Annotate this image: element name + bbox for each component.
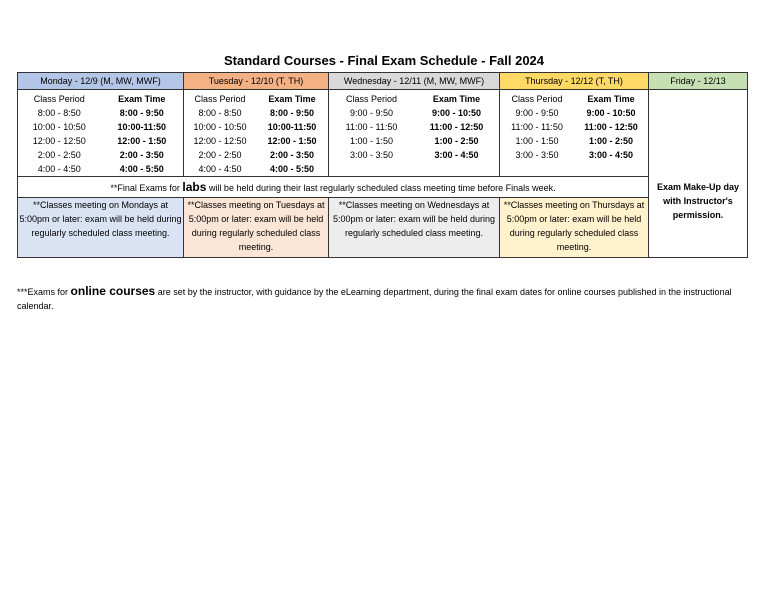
- labs-row: [18, 177, 748, 198]
- labs-note-emphasis: labs: [182, 180, 207, 194]
- time-row: [18, 162, 183, 176]
- online-note-after: are set by the instructor, with guidance by the eLearning department, during the final exam dates for online courses published in the instructional calendar.: [17, 287, 732, 311]
- class-period: 2:00 - 2:50: [198, 150, 242, 160]
- thursday-times: [500, 90, 649, 177]
- labs-note: [18, 177, 649, 198]
- time-row: [500, 134, 648, 148]
- class-period-header: Class Period: [511, 94, 563, 104]
- labs-note-before: **Final Exams for: [110, 183, 183, 193]
- time-row: [500, 120, 648, 134]
- exam-time: 8:00 - 9:50: [119, 108, 164, 118]
- exam-time: 3:00 - 4:50: [434, 150, 479, 160]
- column-headers: [500, 92, 648, 106]
- exam-time: 1:00 - 2:50: [434, 136, 479, 146]
- class-period: 2:00 - 2:50: [37, 150, 81, 160]
- class-period: 11:00 - 11:50: [511, 122, 563, 132]
- wednesday-times: [329, 90, 500, 177]
- time-row: [18, 106, 183, 120]
- class-period: 1:00 - 1:50: [349, 136, 394, 146]
- time-row: [184, 106, 328, 120]
- monday-header: Monday - 12/9 (M, MW, MWF): [18, 73, 184, 90]
- online-courses-note: [17, 284, 752, 313]
- tuesday-header: Tuesday - 12/10 (T, TH): [184, 73, 329, 90]
- exam-time: 12:00 - 1:50: [117, 136, 167, 146]
- exam-time: 2:00 - 3:50: [119, 150, 164, 160]
- times-row: [18, 90, 748, 177]
- exam-time: 11:00 - 12:50: [584, 122, 638, 132]
- column-headers: [18, 92, 183, 106]
- exam-time-header: Exam Time: [432, 94, 481, 104]
- time-row: [184, 148, 328, 162]
- time-row: [329, 106, 499, 120]
- exam-time-header: Exam Time: [118, 94, 166, 104]
- time-row: [18, 148, 183, 162]
- time-row: [184, 162, 328, 176]
- class-period: 12:00 - 12:50: [193, 136, 247, 146]
- page-title: Standard Courses - Final Exam Schedule - Fall 2024: [223, 53, 545, 68]
- time-row: [329, 148, 499, 162]
- exam-time: 1:00 - 2:50: [588, 136, 634, 146]
- exam-time: 3:00 - 4:50: [588, 150, 634, 160]
- class-period: 12:00 - 12:50: [32, 136, 86, 146]
- class-period: 8:00 - 8:50: [37, 108, 81, 118]
- time-row: [500, 148, 648, 162]
- class-period: 1:00 - 1:50: [515, 136, 559, 146]
- friday-header: Friday - 12/13: [649, 73, 748, 90]
- time-row: [329, 134, 499, 148]
- exam-schedule-table: [17, 72, 748, 258]
- labs-note-after: will be held during their last regularly scheduled class meeting time before Finals week.: [206, 183, 556, 193]
- thursday-header: Thursday - 12/12 (T, TH): [500, 73, 649, 90]
- exam-time: 9:00 - 10:50: [431, 108, 482, 118]
- thursday-evening-note: **Classes meeting on Thursdays at 5:00pm or later: exam will be held during regularly scheduled class meeting.: [500, 198, 649, 258]
- class-period: 4:00 - 4:50: [37, 164, 81, 174]
- time-row: [329, 120, 499, 134]
- tuesday-times: [184, 90, 329, 177]
- wednesday-evening-note: **Classes meeting on Wednesdays at 5:00pm or later: exam will be held during regularly scheduled class meeting.: [329, 198, 500, 258]
- class-period-header: Class Period: [345, 94, 398, 104]
- time-row: [18, 134, 183, 148]
- class-period: 9:00 - 9:50: [349, 108, 394, 118]
- class-period: 11:00 - 11:50: [345, 122, 398, 132]
- wednesday-header: Wednesday - 12/11 (M, MW, MWF): [329, 73, 500, 90]
- online-note-emphasis: online courses: [70, 284, 156, 298]
- exam-time: 10:00-11:50: [117, 122, 167, 132]
- friday-makeup-text: Exam Make-Up day with Instructor's permission.: [649, 90, 748, 258]
- monday-times: [18, 90, 184, 177]
- exam-time: 4:00 - 5:50: [269, 164, 315, 174]
- exam-time: 8:00 - 9:50: [269, 108, 315, 118]
- column-headers: [184, 92, 328, 106]
- tuesday-evening-note: **Classes meeting on Tuesdays at 5:00pm or later: exam will be held during regularly scheduled class meeting.: [184, 198, 329, 258]
- class-period: 4:00 - 4:50: [198, 164, 242, 174]
- class-period: 10:00 - 10:50: [193, 122, 247, 132]
- exam-time: 9:00 - 10:50: [586, 108, 636, 118]
- column-headers: [329, 92, 499, 106]
- time-row: [500, 106, 648, 120]
- day-header-row: [18, 73, 748, 90]
- class-period-header: Class Period: [33, 94, 85, 104]
- time-row: [184, 120, 328, 134]
- class-period-header: Class Period: [194, 94, 246, 104]
- monday-evening-note: **Classes meeting on Mondays at 5:00pm or later: exam will be held during regularly scheduled class meeting.: [18, 198, 184, 258]
- exam-time: 2:00 - 3:50: [269, 150, 315, 160]
- class-period: 8:00 - 8:50: [198, 108, 242, 118]
- exam-time: 12:00 - 1:50: [267, 136, 317, 146]
- exam-time-header: Exam Time: [587, 94, 635, 104]
- class-period: 3:00 - 3:50: [349, 150, 394, 160]
- class-period: 9:00 - 9:50: [515, 108, 559, 118]
- evening-notes-row: [18, 198, 748, 258]
- exam-time: 11:00 - 12:50: [429, 122, 484, 132]
- exam-time: 4:00 - 5:50: [119, 164, 164, 174]
- exam-time-header: Exam Time: [268, 94, 316, 104]
- time-row: [184, 134, 328, 148]
- class-period: 10:00 - 10:50: [32, 122, 86, 132]
- time-row: [18, 120, 183, 134]
- class-period: 3:00 - 3:50: [515, 150, 559, 160]
- exam-time: 10:00-11:50: [267, 122, 317, 132]
- online-note-before: ***Exams for: [17, 287, 71, 297]
